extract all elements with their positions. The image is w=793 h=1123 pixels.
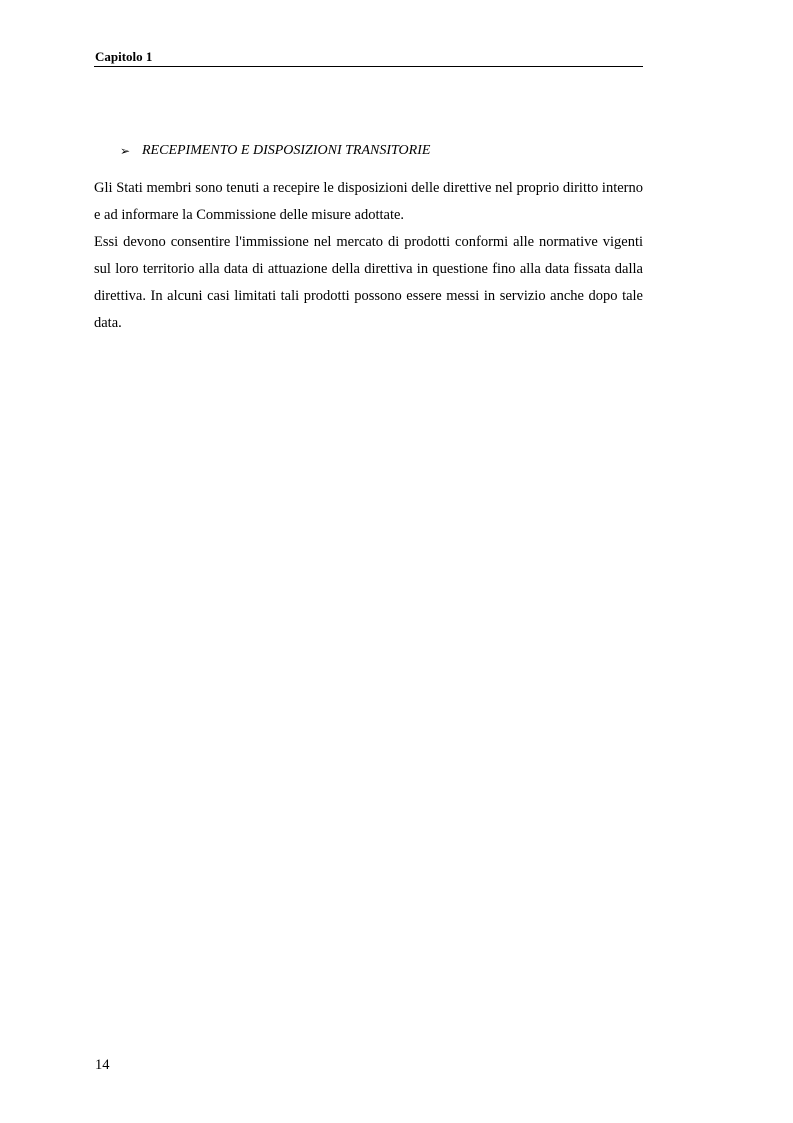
arrow-bullet-icon: ➢ xyxy=(120,144,131,158)
running-header xyxy=(94,48,643,67)
section-heading-text: RECEPIMENTO E DISPOSIZIONI TRANSITORIE xyxy=(142,143,431,158)
body-paragraph: Essi devono consentire l'immissione nel mercato di prodotti conformi alle normative vigenti sul loro territorio alla data di attuazione della direttiva in questione fino alla data fissata dalla direttiva. In alcuni casi limitati tali prodotti possono essere messi in servizio anche dopo tale data. xyxy=(94,234,643,331)
page-number: 14 xyxy=(95,1057,110,1073)
section-heading xyxy=(120,140,640,162)
body-paragraph: Gli Stati membri sono tenuti a recepire le disposizioni delle direttive nel proprio diritto interno e ad informare la Commissione delle misure adottate. xyxy=(94,180,643,223)
chapter-label: Capitolo 1 xyxy=(95,49,153,64)
